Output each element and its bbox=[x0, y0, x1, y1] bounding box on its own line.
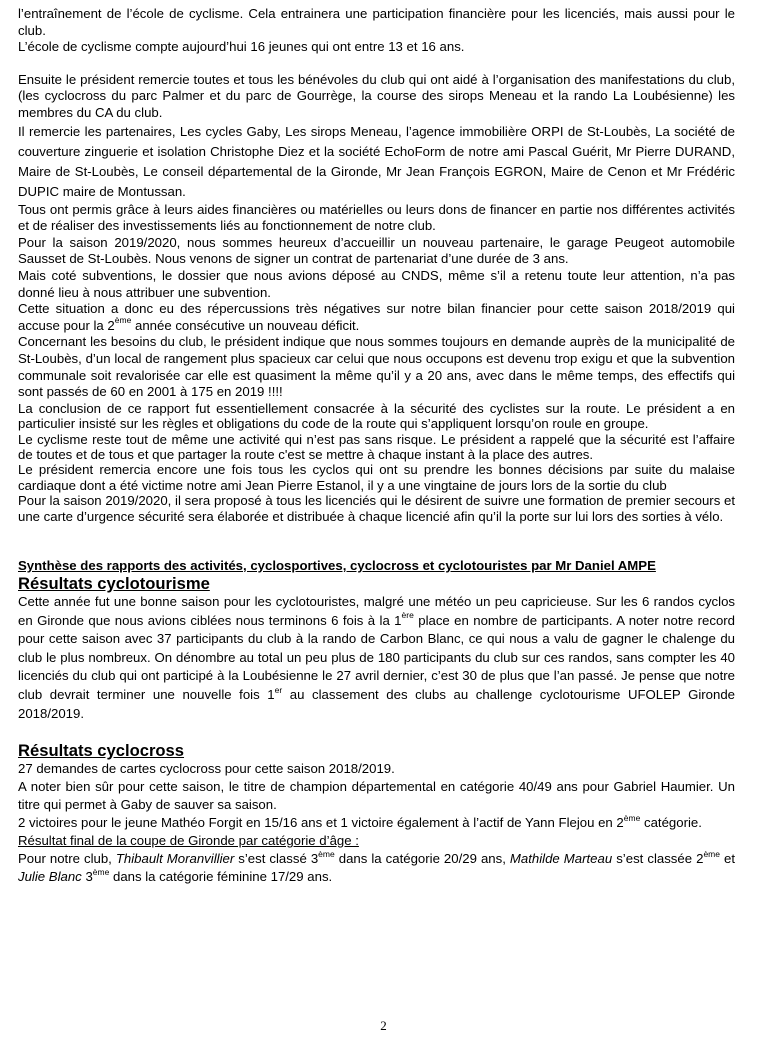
section-heading: Résultats cyclotourisme bbox=[18, 573, 210, 593]
section-heading: Synthèse des rapports des activités, cyclosportives, cyclocross et cyclotouristes par Mr Daniel AMPE bbox=[18, 557, 656, 573]
paragraph: La conclusion de ce rapport fut essentiellement consacrée à la sécurité des cyclistes sur la route. Le président a en particulier insisté sur les règles et obligations du code de la route qui s’appliquent lorsqu’on roule en groupe. bbox=[18, 400, 735, 432]
text: place en nombre de participants. A noter notre record pour cette saison avec 37 participants du club à la rando de Carbon Blanc, ce qui nous a valu de gagner le chalenge du club le plus nombreux. On dénombre au total un peu plus de 180 participants du club sur ces randos, sans compter les 40 licenciés du club qui ont participé à la Loubésienne le 27 avril dernier, c’est 30 de plus que l’an passé. Je pense que notre club devrait terminer une nouvelle fois 1 bbox=[18, 612, 736, 702]
spacer bbox=[18, 56, 735, 72]
text: s’est classé 3 bbox=[234, 851, 319, 867]
spacer bbox=[18, 723, 735, 741]
superscript: ème bbox=[703, 848, 720, 859]
text: s’est classée 2 bbox=[612, 851, 704, 867]
paragraph bbox=[18, 814, 735, 832]
paragraph: Le président remercia encore une fois tous les cyclos qui ont su prendre les bonnes décisions par suite du malaise cardiaque dont a été victime notre ami Jean Pierre Estanol, il y a une vingtaine de jours lors de la sortie du club bbox=[18, 462, 735, 493]
superscript: ème bbox=[623, 812, 641, 823]
document-page bbox=[18, 6, 735, 886]
text: Pour notre club, bbox=[18, 851, 116, 867]
paragraph: Tous ont permis grâce à leurs aides financières ou matérielles ou leurs dons de financer en partie nos différentes activités et de réaliser des investissements liés au fonctionnement de notre club. bbox=[18, 201, 735, 234]
superscript: ème bbox=[318, 848, 335, 859]
superscript: ème bbox=[92, 866, 110, 877]
paragraph: 27 demandes de cartes cyclocross pour cette saison 2018/2019. bbox=[18, 761, 395, 777]
person-name: Mathilde Marteau bbox=[509, 851, 613, 867]
paragraph: Pour la saison 2019/2020, nous sommes heureux d’accueillir un nouveau partenaire, le garage Peugeot automobile Sausset de St-Loubès. Nous venons de signer un contrat de partenariat d’une durée de 3 ans. bbox=[18, 234, 735, 267]
text: 2 victoires pour le jeune Mathéo Forgit en 15/16 ans et 1 victoire également à l’actif de Yann Flejou en 2 bbox=[18, 815, 624, 831]
paragraph: Ensuite le président remercie toutes et tous les bénévoles du club qui ont aidé à l’organisation des manifestations du club, (les cyclocross du parc Palmer et du parc de Gourrège, la course des sirops Meneau et la rando La Loubésienne) les membres du CA du club. bbox=[18, 71, 735, 120]
text: Cette année fut une bonne saison pour les cyclotouristes, malgré une météo un peu capricieuse. Sur les 6 randos cyclos en Gironde que nous avions ciblées nous terminons 6 fois à la 1 bbox=[18, 593, 735, 628]
paragraph: l’entraînement de l’école de cyclisme. Cela entrainera une participation financière pour les licenciés, mais aussi pour le club. bbox=[18, 6, 735, 38]
text: dans la catégorie féminine 17/29 ans. bbox=[109, 869, 333, 885]
text: dans la catégorie 20/29 ans, bbox=[334, 851, 510, 867]
paragraph: Mais coté subventions, le dossier que nous avions déposé au CNDS, même s’il a retenu toute leur attention, n’a pas donné lieu à nous attribuer une subvention. bbox=[18, 267, 735, 300]
person-name: Julie Blanc bbox=[18, 869, 82, 885]
text: année consécutive un nouveau déficit. bbox=[131, 317, 360, 333]
section-heading: Résultats cyclocross bbox=[18, 741, 185, 761]
paragraph: Concernant les besoins du club, le président indique que nous sommes toujours en demande auprès de la municipalité de St-Loubès, d’un local de rangement plus spacieux car celui que nous occupons est devenu trop exigu et que la subvention communale soit revalorisée car elle est quasiment la même qu’il y a 20 ans, avec dans le même temps, des effectifs qui sont passés de 60 en 2001 à 175 en 2019 !!!! bbox=[18, 334, 735, 400]
text: au classement des clubs au challenge cyclotourisme UFOLEP Gironde 2018/2019. bbox=[18, 686, 735, 721]
text: et bbox=[719, 851, 736, 867]
superscript: er bbox=[274, 684, 283, 695]
paragraph: Pour la saison 2019/2020, il sera proposé à tous les licenciés qui le désirent de suivre une formation de premier secours et une carte d’urgence sécurité sera élaborée et distribuée à chaque licencié afin qu’il la porte sur lui lors des sorties à vélo. bbox=[18, 493, 735, 524]
text: 3 bbox=[81, 869, 93, 885]
person-name: Thibault Moranvillier bbox=[115, 851, 235, 867]
subheading: Résultat final de la coupe de Gironde par catégorie d’âge : bbox=[18, 833, 359, 849]
page-number: 2 bbox=[380, 1018, 387, 1033]
superscript: ème bbox=[114, 315, 132, 326]
spacer bbox=[18, 524, 735, 558]
paragraph bbox=[18, 593, 735, 723]
paragraph: Il remercie les partenaires, Les cycles Gaby, Les sirops Meneau, l’agence immobilière ORPI de St-Loubès, La société de couverture zinguerie et isolation Christophe Diez et la société EchoForm de notre ami Pascal Guérit, Mr Pierre DURAND, Maire de St-Loubès, Le conseil départemental de la Gironde, Mr Jean François EGRON, Maire de Cenon et Mr Frédéric DUPIC maire de Montussan. bbox=[18, 123, 735, 199]
paragraph: A noter bien sûr pour cette saison, le titre de champion départemental en catégorie 40/49 ans pour Gabriel Haumier. Un titre qui permet à Gaby de sauver sa saison. bbox=[18, 779, 735, 813]
paragraph: L’école de cyclisme compte aujourd’hui 16 jeunes qui ont entre 13 et 16 ans. bbox=[18, 39, 465, 55]
paragraph: Le cyclisme reste tout de même une activité qui n’est pas sans risque. Le président a rappelé que la sécurité est l’affaire de toutes et de tous et que partager la route c'est se mettre à chaque instant à la place des autres. bbox=[18, 431, 735, 462]
text: catégorie. bbox=[640, 815, 702, 831]
superscript: ère bbox=[401, 610, 414, 621]
text: Cette situation a donc eu des répercussions très négatives sur notre bilan financier pour cette saison 2018/2019 qui accuse pour la 2 bbox=[18, 301, 735, 333]
paragraph bbox=[18, 850, 735, 886]
paragraph bbox=[18, 301, 735, 334]
